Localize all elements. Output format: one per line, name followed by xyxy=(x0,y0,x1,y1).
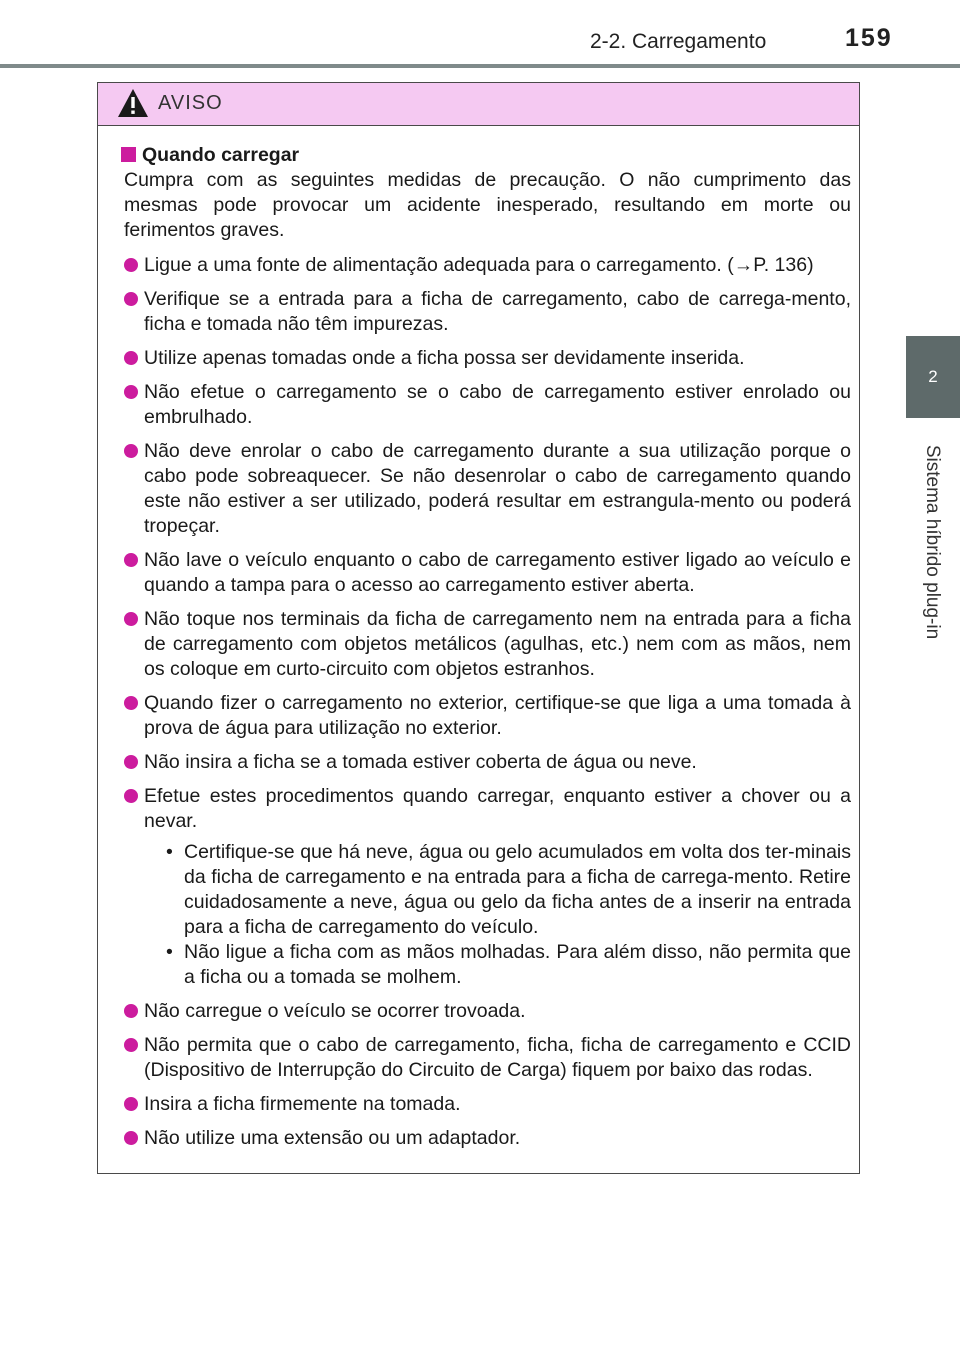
precaution-item xyxy=(124,750,851,775)
precaution-text: Efetue estes procedimentos quando carregar, enquanto estiver a chover ou a nevar. xyxy=(144,785,851,832)
square-marker-icon xyxy=(121,147,136,162)
round-bullet-icon xyxy=(124,258,138,272)
precaution-item xyxy=(124,253,851,278)
round-bullet-icon xyxy=(124,612,138,626)
precaution-list xyxy=(124,253,851,1151)
header-divider xyxy=(0,64,960,68)
precaution-text: Não lave o veículo enquanto o cabo de carregamento estiver ligado ao veículo e quando a tampa para o acesso ao carregamento estiver aberta. xyxy=(144,549,851,596)
round-bullet-icon xyxy=(124,553,138,567)
precaution-text: Não permita que o cabo de carregamento, ficha, ficha de carregamento e CCID (Dispositivo de Interrupção do Circuito de Carga) fiquem por baixo das rodas. xyxy=(144,1034,851,1081)
round-bullet-icon xyxy=(124,789,138,803)
running-header-section: 2-2. Carregamento xyxy=(590,30,767,53)
page-number: 159 xyxy=(845,24,893,52)
precaution-item xyxy=(124,548,851,598)
warning-header xyxy=(98,83,859,126)
chapter-tab-label-container xyxy=(904,422,960,662)
small-bullet-icon: • xyxy=(166,841,173,863)
round-bullet-icon xyxy=(124,696,138,710)
round-bullet-icon xyxy=(124,1097,138,1111)
precaution-subitem-text: Não ligue a ficha com as mãos molhadas. Para além disso, não permita que a ficha ou a tomada se molhem. xyxy=(184,941,851,988)
precaution-text: Não utilize uma extensão ou um adaptador. xyxy=(144,1127,521,1149)
chapter-tab xyxy=(906,336,960,418)
round-bullet-icon xyxy=(124,385,138,399)
warning-title: AVISO xyxy=(158,92,223,114)
precaution-text: Não toque nos terminais da ficha de carregamento nem na entrada para a ficha de carregamento com objetos metálicos (agulhas, etc.) nem com as mãos, nem os coloque em curto-circuito com objetos estranhos. xyxy=(144,608,851,680)
round-bullet-icon xyxy=(124,1038,138,1052)
precaution-item xyxy=(124,287,851,337)
chapter-tab-label: Sistema híbrido plug-in xyxy=(922,444,944,640)
precaution-item xyxy=(124,607,851,682)
precaution-item xyxy=(124,380,851,430)
precaution-text: Utilize apenas tomadas onde a ficha possa ser devidamente inserida. xyxy=(144,347,745,369)
section-heading-text: Quando carregar xyxy=(142,144,300,166)
precaution-text: Não insira a ficha se a tomada estiver coberta de água ou neve. xyxy=(144,751,697,773)
precaution-item xyxy=(124,1092,851,1117)
small-bullet-icon: • xyxy=(166,941,173,963)
round-bullet-icon xyxy=(124,444,138,458)
precaution-subitem xyxy=(166,940,851,990)
round-bullet-icon xyxy=(124,1004,138,1018)
warning-box xyxy=(97,82,860,1174)
precaution-text: Insira a ficha firmemente na tomada. xyxy=(144,1093,461,1115)
precaution-subitem-text: Certifique-se que há neve, água ou gelo acumulados em volta dos ter-minais da ficha de carregamento e na entrada para a ficha de carrega-mento. Retire cuidadosamente a neve, água ou gelo da ficha antes de a inserir na entrada para a ficha de carregamento do veículo. xyxy=(184,841,851,938)
precaution-text: Não carregue o veículo se ocorrer trovoada. xyxy=(144,1000,526,1022)
precaution-text: Não efetue o carregamento se o cabo de carregamento estiver enrolado ou embrulhado. xyxy=(144,381,851,428)
precaution-item xyxy=(124,999,851,1024)
precaution-text: Não deve enrolar o cabo de carregamento durante a sua utilização porque o cabo pode sobreaquecer. Se não desenrolar o cabo de carregamento quando este não estiver a ser utilizado, poderá resultar em estrangula-mento ou poderá tropeçar. xyxy=(144,440,851,537)
precaution-text: Quando fizer o carregamento no exterior, certifique-se que liga a uma tomada à prova de água para utilização no exterior. xyxy=(144,692,851,739)
precaution-text: Verifique se a entrada para a ficha de carregamento, cabo de carrega-mento, ficha e tomada não têm impurezas. xyxy=(144,288,851,335)
precaution-item xyxy=(124,1126,851,1151)
round-bullet-icon xyxy=(124,755,138,769)
precaution-subitem xyxy=(166,840,851,940)
round-bullet-icon xyxy=(124,292,138,306)
precaution-item xyxy=(124,439,851,539)
precaution-text: Ligue a uma fonte de alimentação adequada para o carregamento. (→P. 136) xyxy=(144,254,814,276)
warning-triangle-icon xyxy=(117,88,149,123)
precaution-item xyxy=(124,1033,851,1083)
warning-content xyxy=(98,125,858,1160)
precaution-item xyxy=(124,784,851,990)
chapter-tab-number: 2 xyxy=(928,367,938,386)
precaution-sublist xyxy=(144,840,851,990)
round-bullet-icon xyxy=(124,1131,138,1145)
precaution-item xyxy=(124,691,851,741)
round-bullet-icon xyxy=(124,351,138,365)
precaution-item xyxy=(124,346,851,371)
intro-paragraph: Cumpra com as seguintes medidas de precaução. O não cumprimento das mesmas pode provocar um acidente inesperado, resultando em morte ou ferimentos graves. xyxy=(124,169,851,241)
section-heading xyxy=(121,143,851,168)
